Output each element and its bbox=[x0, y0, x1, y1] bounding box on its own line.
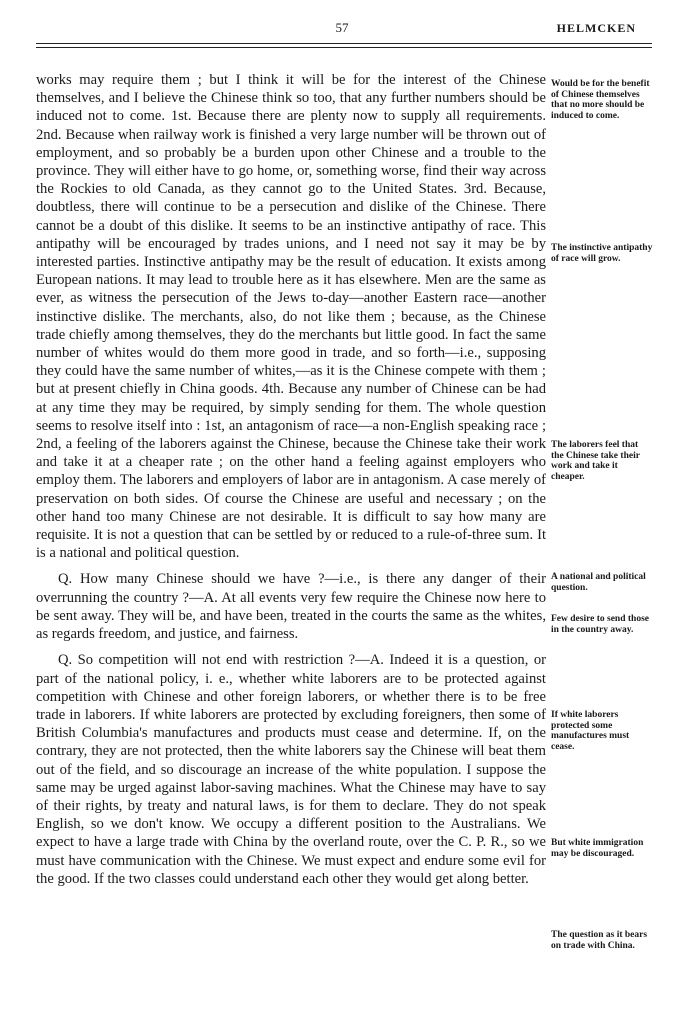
margin-note-immigration: But white immigration may be discouraged. bbox=[551, 838, 644, 859]
margin-note-trade-china: The question as it bears on trade with China. bbox=[551, 930, 648, 951]
margin-note-national-question: A national and political question. bbox=[551, 572, 646, 593]
margin-note-laborers: The laborers feel that the Chinese take their work and take it cheaper. bbox=[551, 440, 640, 482]
margin-note-white-laborers: If white laborers protected some manufactures must cease. bbox=[551, 710, 630, 752]
body-paragraph-1: works may require them ; but I think it will be for the interest of the Chinese themselves, and I believe the Chinese think so too, that any further numbers should be induced not to come. 1st. Because there are plenty now to supply all requirements. 2nd. Because when railway work is finished a very large number will be thrown out of employment, and so probably be a burden upon other Chinese and a trouble to the province. They will either have to go home, or, something worse, find their way across the Rockies to old Canada, as they cannot go to the United States. 3rd. Because, doubtless, there will continue to be a persecution and dislike of the Chinese. There cannot be a doubt of this dislike. It seems to be an instinctive antipathy of race. This antipathy will be encouraged by trades unions, and I need not say it may be by interested parties. Instinctive antipathy may be the result of education. It exists among European nations. It may lead to trouble here as it has elsewhere. Men are the same as ever, as witness the persecution of the Jews to-day—another Eastern race—another instinctive dislike. The merchants, also, do not like them ; because, as the Chinese trade chiefly among themselves, they do the merchants but little good. In fact the same number of whites would do them more good in trade, and so forth—i.e., supposing they could have the same number of whites,—as it is the Chinese compete with them ; but at present chiefly in China goods. 4th. Because any number of Chinese can be had at any time they may be required, by simply sending for them. The whole question seems to resolve itself into : 1st, an antagonism of race—a non-English speaking race ; 2nd, a feeling of the laborers against the Chinese, because the Chinese take their work and take it at a cheaper rate ; on the other hand a feeling against employers who employ them. The laborers and employers of labor are in antagonism. A case merely of preservation on both sides. Of course the Chinese are useful and necessary ; on the other hand too many Chinese are not desirable. It is difficult to say how many are requisite. It is not a question that can be settled by or reduced to a rule-of-three sum. It is a national and political question. bbox=[36, 72, 546, 562]
body-paragraph-2: Q. How many Chinese should we have ?—i.e., is there any danger of their overrunning the country ?—A. At all events very few require the Chinese now here to be sent away. They will be, and have been, treated in the courts the same as the whites, as regards freedom, and justice, and fairness. bbox=[36, 571, 546, 643]
margin-note-few-desire: Few desire to send those in the country away. bbox=[551, 614, 649, 635]
header-rule-top bbox=[36, 43, 652, 44]
page-number: 57 bbox=[335, 20, 349, 35]
body-paragraph-3: Q. So competition will not end with restriction ?—A. Indeed it is a question, or part of the national policy, i. e., whether white laborers are to be protected against competition with Chinese and other foreign laborers, or whether there is to be free trade in laborers. If white laborers are protected by excluding foreigners, then some of British Columbia's manufactures and products must cease and determine. If, on the contrary, they are not protected, then the white laborers say the Chinese will beat them out of the field, and so discourage an increase of the white population. I suppose the same may be urged against labor-saving machines. What the Chinese may have to say of their rights, by treaty and natural laws, is for them to declare. They do not speak English, so we don't know. We occupy a different position to the Australians. We expect to have a large trade with China by the overland route, over the C. P. R., so we must have communication with the Chinese. We must expect and endure some evil for the good. If the two classes could understand each other they would get along better. bbox=[36, 652, 546, 887]
header-rule-bottom bbox=[36, 47, 652, 48]
margin-note-chinese-benefit: Would be for the benefit of Chinese themselves that no more should be induced to come. bbox=[551, 79, 650, 121]
main-text bbox=[36, 71, 546, 888]
margin-note-antipathy: The instinctive antipathy of race will grow. bbox=[551, 243, 653, 264]
running-head: HELMCKEN bbox=[556, 21, 636, 35]
